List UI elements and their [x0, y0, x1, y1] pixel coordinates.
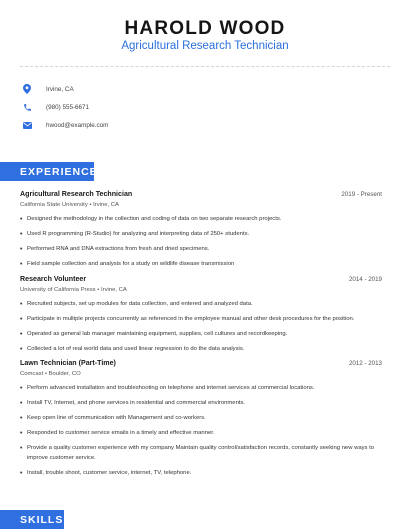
- experience-entry: [20, 275, 382, 360]
- job-title: Lawn Technician (Part-Time): [20, 359, 116, 367]
- header-divider: [20, 66, 390, 67]
- list-item: • Responded to customer service emails in a timely and effective manner.: [20, 430, 215, 438]
- job-org-place: Irvine, CA: [93, 202, 119, 208]
- list-item: • Install, trouble shoot, customer service, internet, TV, telephone.: [20, 469, 192, 477]
- list-item: • Install TV, Internet, and phone services in residential and commercial environments.: [20, 400, 246, 408]
- section-heading-experience: EXPERIENCE: [0, 162, 94, 181]
- list-item: • Provide a quality customer experience with my company Maintain quality control/satisfaction records, constantly seeking new ways to improve customer service.: [20, 445, 375, 461]
- job-org-name: Comcast: [20, 371, 44, 377]
- list-item: • Participate in multiple projects concurrently as referenced in the employee manual and other desk procedures for the position.: [20, 316, 355, 324]
- mail-icon: [20, 122, 34, 129]
- list-item: • Performed RNA and DNA extractions from fresh and dried specimens.: [20, 246, 210, 254]
- location-pin-icon: [20, 84, 34, 94]
- list-item: • Collected a lot of real world data and used linear regression to do the data analysis.: [20, 346, 245, 354]
- contact-location: [20, 82, 280, 96]
- contact-email-text: hwood@example.com: [46, 121, 109, 129]
- job-title: Agricultural Research Technician: [20, 190, 133, 198]
- job-organization: California State University • Irvine, CA: [20, 202, 119, 208]
- list-item: • Operated as general lab manager maintaining equipment, supplies, cell cultures and recordkeeping.: [20, 331, 288, 339]
- candidate-name: HAROLD WOOD: [124, 18, 286, 39]
- contact-phone-text: (980) 555-6671: [46, 103, 90, 111]
- job-bullets: [20, 300, 382, 355]
- list-item: • Perform advanced installation and troubleshooting on telephone and internet services at commercial locations.: [20, 385, 315, 392]
- candidate-role: Agricultural Research Technician: [121, 40, 289, 52]
- job-bullets: [20, 215, 382, 270]
- experience-entry: [20, 190, 382, 275]
- list-item: • Recruited subjects, set up modules for data collection, and entered and analyzed data.: [20, 301, 253, 308]
- list-item: • Field sample collection and analysis for a study on wildlife disease transmission: [20, 261, 235, 269]
- job-dates: 2014 - 2019: [348, 276, 382, 283]
- contact-location-text: Irvine, CA: [46, 85, 74, 93]
- list-item: • Used R programming (R-Studio) for analyzing and interpreting data of 250+ students.: [20, 231, 250, 239]
- job-org-name: University of California Press: [20, 287, 96, 293]
- experience-entry: [20, 359, 382, 484]
- section-heading-skills: SKILLS: [0, 510, 64, 529]
- job-dates: 2019 - Present: [341, 191, 382, 198]
- contact-email: [20, 118, 280, 132]
- job-org-name: California State University: [20, 202, 88, 208]
- job-bullets: [20, 384, 382, 478]
- job-org-place: Boulder, CO: [48, 371, 81, 377]
- list-item: • Designed the methodology in the collection and coding of data on two separate research projects.: [20, 216, 282, 223]
- job-organization: Comcast • Boulder, CO: [20, 371, 81, 377]
- job-organization: University of California Press • Irvine, CA: [20, 287, 127, 293]
- job-dates: 2012 - 2013: [348, 360, 382, 367]
- phone-icon: [20, 103, 34, 112]
- job-title: Research Volunteer: [20, 275, 87, 283]
- job-org-place: Irvine, CA: [100, 287, 127, 293]
- contact-phone: [20, 100, 280, 114]
- list-item: • Keep open line of communication with Management and co-workers.: [20, 415, 206, 423]
